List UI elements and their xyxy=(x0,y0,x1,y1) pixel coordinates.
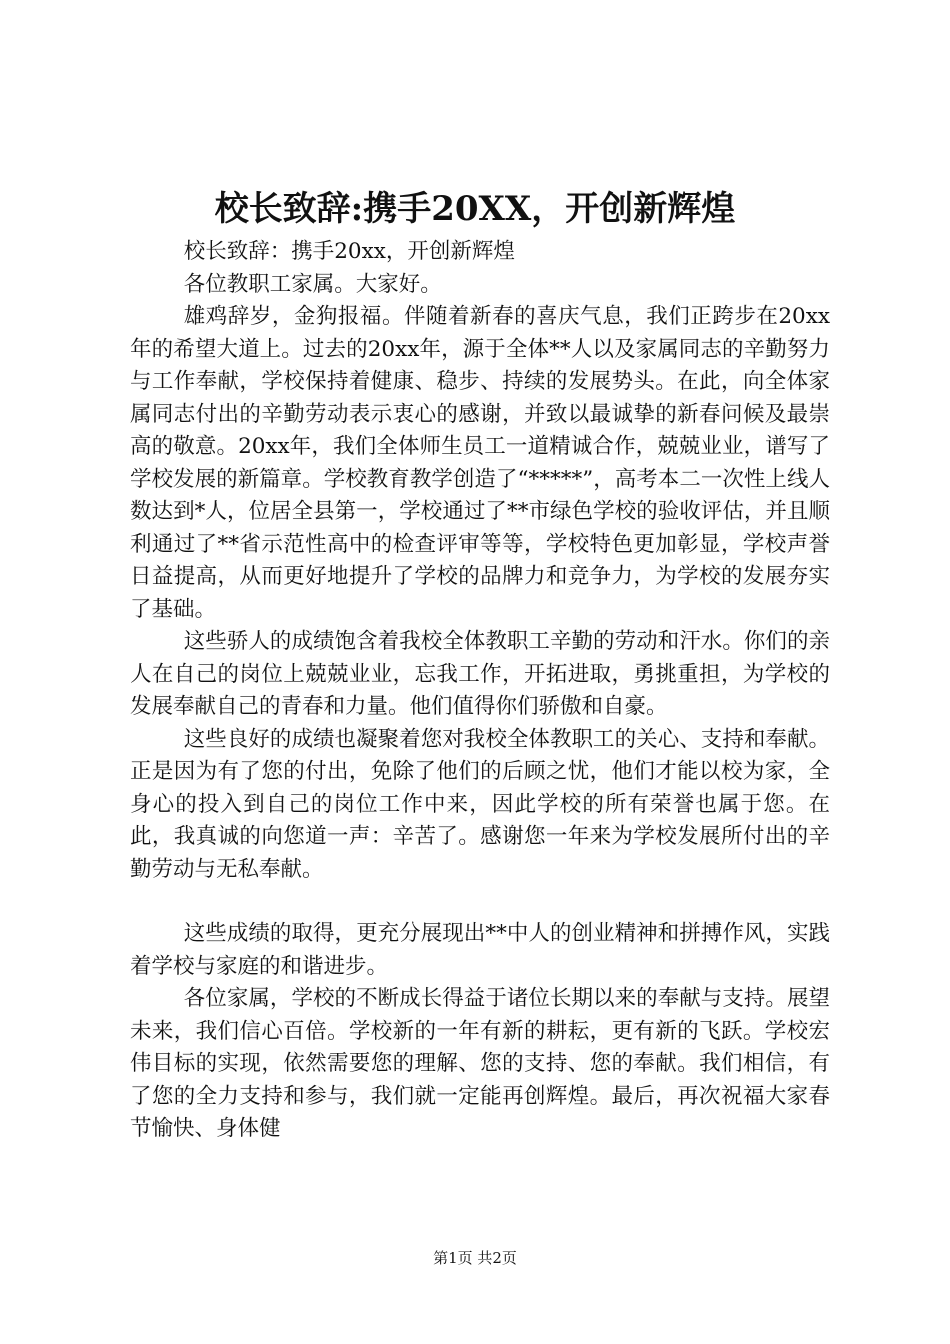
paragraph-greeting: 各位教职工家属。大家好。 xyxy=(183,271,442,297)
paragraph-review: 雄鸡辞岁，金狗报福。伴随着新春的喜庆气息，我们正跨步在20xx年的希望大道上。过去的20xx年，源于全体**人以及家属同志的辛勤努力与工作奉献，学校保持着健康、稳步、持续的发展势头。在此，向全体家属同志付出的辛勤劳动表示衷心的感谢，并致以最诚挚的新春问候及最崇高的敬意。20xx年，我们全体师生员工一道精诚合作，兢兢业业，谱写了学校发展的新篇章。学校教育教学创造了“*****”，高考本二一次性上线人数达到*人，位居全县第一，学校通过了**市绿色学校的验收评估，并且顺利通过了**省示范性高中的检查评审等等，学校特色更加彰显，学校声誉日益提高，从而更好地提升了学校的品牌力和竞争力，为学校的发展夯实了基础。 xyxy=(130,304,830,622)
paragraph-achievements: 这些骄人的成绩饱含着我校全体教职工辛勤的劳动和汗水。你们的亲人在自己的岗位上兢兢业业，忘我工作，开拓进取，勇挑重担，为学校的发展奉献自己的青春和力量。他们值得你们骄傲和自豪。 xyxy=(130,629,830,719)
document-body xyxy=(130,236,830,1146)
paragraph-subtitle: 校长致辞：携手20xx，开创新辉煌 xyxy=(183,239,515,264)
paragraph-spirit: 这些成绩的取得，更充分展现出**中人的创业精神和拼搏作风，实践着学校与家庭的和谐进步。 xyxy=(130,921,830,979)
paragraph-outlook: 各位家属，学校的不断成长得益于诸位长期以来的奉献与支持。展望未来，我们信心百倍。学校新的一年有新的耕耘，更有新的飞跃。学校宏伟目标的实现，依然需要您的理解、您的支持、您的奉献。我们相信，有了您的全力支持和参与，我们就一定能再创辉煌。最后，再次祝福大家春节愉快、身体健 xyxy=(130,986,830,1141)
page-footer: 第1页 共2页 xyxy=(433,1249,517,1267)
paragraph-thanks: 这些良好的成绩也凝聚着您对我校全体教职工的关心、支持和奉献。正是因为有了您的付出，免除了他们的后顾之忧，他们才能以校为家，全身心的投入到自己的岗位工作中来，因此学校的所有荣誉也属于您。在此，我真诚的向您道一声：辛苦了。感谢您一年来为学校发展所付出的辛勤劳动与无私奉献。 xyxy=(130,726,830,882)
document-title: 校长致辞:携手20XX，开创新辉煌 xyxy=(214,189,736,229)
